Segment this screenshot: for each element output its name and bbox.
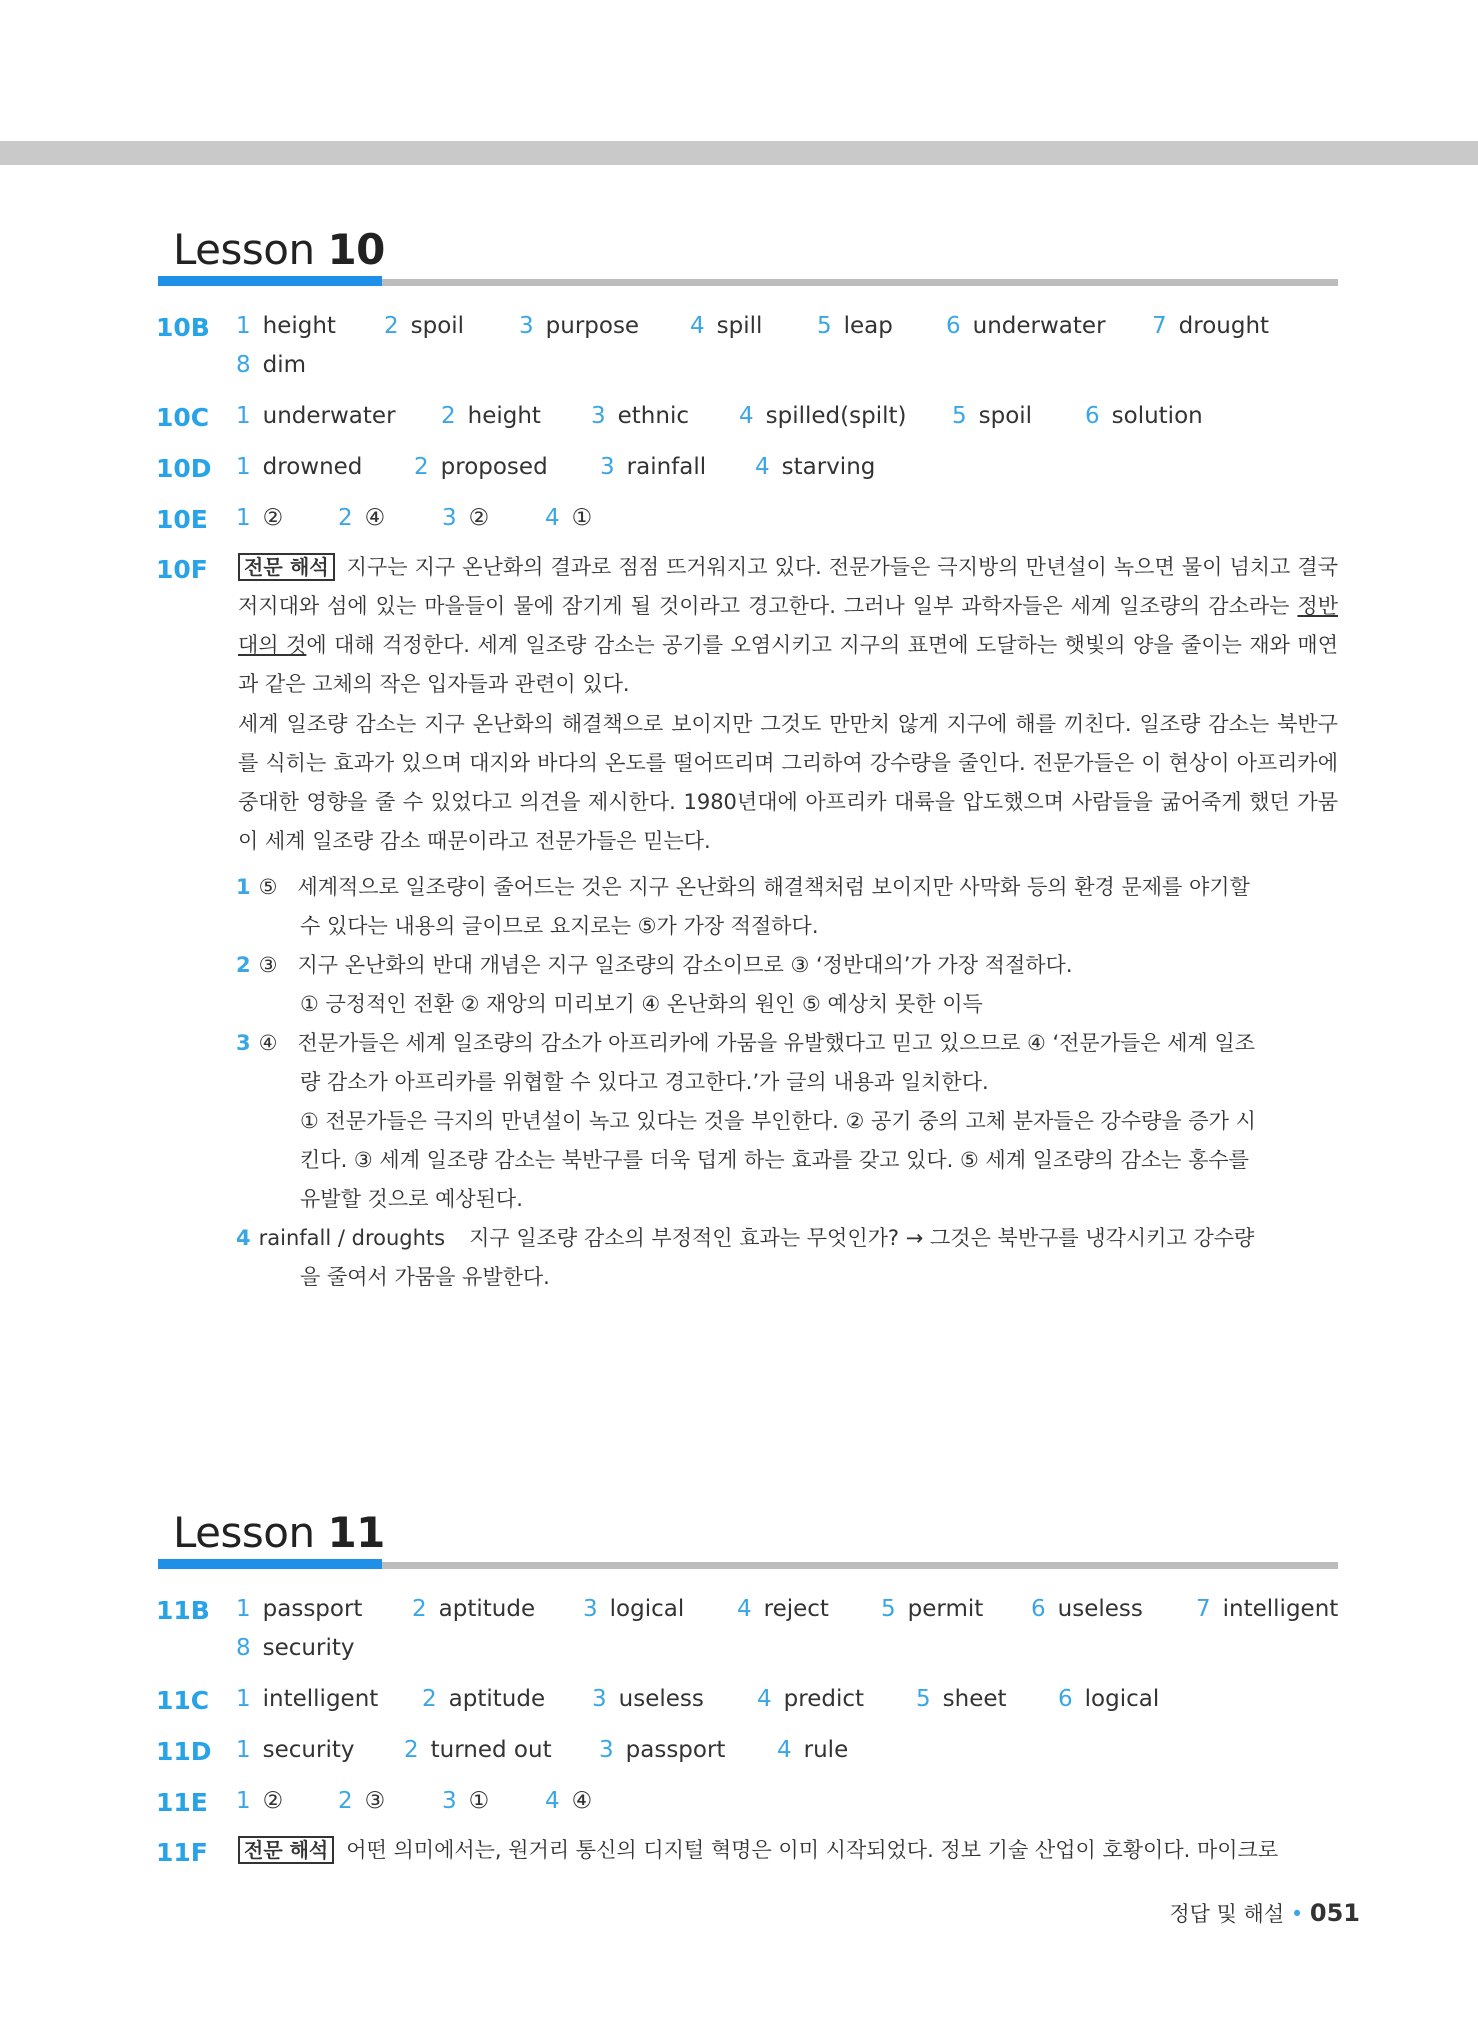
question-answer: 2 ③ 지구 온난화의 반대 개념은 지구 일조량의 감소이므로 ③ ‘정반대의’가 가장 적절하다. [236,953,1073,977]
answer-item: 4 spill [690,313,763,339]
explanation-line: 을 줄여서 가뭄을 유발한다. [300,1265,550,1289]
answer-item: 1 drowned [236,454,363,480]
explanation-line: 량 감소가 아프리카를 위협할 수 있다고 경고한다.’가 글의 내용과 일치한다. [300,1070,989,1094]
explanation-line: 킨다. ③ 세계 일조량 감소는 북반구를 더욱 덥게 하는 효과를 갖고 있다. ⑤ 세계 일조량의 감소는 홍수를 [300,1148,1249,1172]
translation-paragraph: 전문 해석 어떤 의미에서는, 원거리 통신의 디지털 혁명은 이미 시작되었다. 정보 기술 산업이 호황이다. 마이크로 [238,1831,1338,1870]
answer-item: 2 turned out [404,1737,552,1763]
lesson-word: Lesson [173,1508,315,1557]
answer-item: 2 proposed [414,454,548,480]
rule-line [382,1562,1338,1569]
answer-item: 8 security [236,1635,355,1661]
section-tag: 11E [156,1788,208,1817]
answer-item: 4 starving [755,454,876,480]
answer-item: 5 sheet [916,1686,1007,1712]
answer-item: 3 ① [442,1788,490,1814]
answer-item: 2 height [441,403,541,429]
section-tag: 10C [156,403,210,432]
section-tag: 11B [156,1596,210,1625]
question-answer: 4 rainfall / droughts 지구 일조량 감소의 부정적인 효과는 무엇인가? → 그것은 북반구를 냉각시키고 강수량 [236,1226,1255,1250]
footer-label: 정답 및 해설 [1169,1902,1285,1926]
translation-label: 전문 해석 [238,1836,334,1864]
answer-item: 2 ③ [338,1788,386,1814]
translation-paragraph: 세계 일조량 감소는 지구 온난화의 해결책으로 보이지만 그것도 만만치 않게 지구에 해를 끼친다. 일조량 감소는 북반구를 식히는 효과가 있으며 대지와 바다의 온도를 떨어뜨리며 그리하여 강수량을 줄인다. 전문가들은 이 현상이 아프리카에 중대한 영향을 줄 수 있었다고 의견을 제시한다. 1980년대에 아프리카 대륙을 압도했으며 사람들을 굶어죽게 했던 가뭄이 세계 일조량 감소 때문이라고 전문가들은 믿는다. [238,712,1338,853]
translation-paragraph: 전문 해석 지구는 지구 온난화의 결과로 점점 뜨거워지고 있다. 전문가들은 극지방의 만년설이 녹으면 물이 넘치고 결국 저지대와 섬에 있는 마을들이 물에 잠기게 될 것이라고 경고한다. 그러나 일부 과학자들은 세계 일조량의 감소라는 정반대의 것에 대해 걱정한다. 세계 일조량 감소는 공기를 오염시키고 지구의 표면에 도달하는 햇빛의 양을 줄이는 재와 매연과 같은 고체의 작은 입자들과 관련이 있다. [238,555,1338,696]
explanation-line: 유발할 것으로 예상된다. [300,1187,523,1211]
page-number: 051 [1309,1899,1360,1927]
lesson-10-title [173,225,385,274]
answer-item: 1 underwater [236,403,396,429]
rule-line [382,279,1338,286]
rule-accent [158,276,382,286]
section-tag: 10B [156,313,210,342]
rule-accent [158,1559,382,1569]
section-tag: 10F [156,555,208,584]
section-tag: 10E [156,505,208,534]
answer-item: 8 dim [236,352,307,378]
lesson-10-rule [158,276,1338,286]
answer-item: 2 aptitude [422,1686,546,1712]
answer-item: 1 security [236,1737,355,1763]
translation-label: 전문 해석 [238,553,335,581]
answer-item: 1 passport [236,1596,363,1622]
answer-item: 1 ② [236,1788,284,1814]
explanation-line: 수 있다는 내용의 글이므로 요지로는 ⑤가 가장 적절하다. [300,914,819,938]
lesson-11-rule [158,1559,1338,1569]
answer-item: 3 purpose [519,313,640,339]
header-bar [0,141,1478,165]
explanation-line: ① 긍정적인 전환 ② 재앙의 미리보기 ④ 온난화의 원인 ⑤ 예상치 못한 이득 [300,992,983,1016]
answer-item: 2 ④ [338,505,386,531]
section-tag: 11C [156,1686,210,1715]
answer-item: 4 spilled(spilt) [739,403,907,429]
answer-item: 5 leap [817,313,893,339]
footer-dot: • [1290,1902,1304,1926]
answer-item: 6 logical [1058,1686,1160,1712]
answer-item: 6 underwater [946,313,1106,339]
answer-item: 3 passport [599,1737,726,1763]
section-tag: 11D [156,1737,212,1766]
answer-item: 3 logical [583,1596,685,1622]
answer-item: 6 solution [1085,403,1203,429]
answer-item: 2 spoil [384,313,465,339]
answer-item: 4 reject [737,1596,829,1622]
answer-item: 3 rainfall [600,454,707,480]
answer-item: 5 permit [881,1596,984,1622]
lesson-word: Lesson [173,225,315,274]
answer-item: 4 predict [757,1686,864,1712]
answer-item: 1 ② [236,505,284,531]
answer-item: 4 ① [545,505,593,531]
lesson-number: 11 [327,1508,385,1557]
lesson-11-title [173,1508,385,1557]
question-answer: 3 ④ 전문가들은 세계 일조량의 감소가 아프리카에 가뭄을 유발했다고 믿고 있으므로 ④ ‘전문가들은 세계 일조 [236,1031,1256,1055]
answer-item: 3 useless [592,1686,704,1712]
answer-item: 5 spoil [952,403,1033,429]
answer-item: 2 aptitude [412,1596,536,1622]
answer-item: 1 height [236,313,336,339]
answer-item: 4 ④ [545,1788,593,1814]
explanation-line: ① 전문가들은 극지의 만년설이 녹고 있다는 것을 부인한다. ② 공기 중의 고체 분자들은 강수량을 증가 시 [300,1109,1256,1133]
section-tag: 11F [156,1838,208,1867]
answer-item: 4 rule [777,1737,849,1763]
lesson-number: 10 [327,225,385,274]
answer-item: 3 ② [442,505,490,531]
underlined-phrase: 정반대의 것 [238,594,1338,657]
section-tag: 10D [156,454,212,483]
answer-item: 6 useless [1031,1596,1143,1622]
question-answer: 1 ⑤ 세계적으로 일조량이 줄어드는 것은 지구 온난화의 해결책처럼 보이지만 사막화 등의 환경 문제를 야기할 [236,875,1250,899]
answer-item: 7 drought [1152,313,1270,339]
answer-item: 1 intelligent [236,1686,379,1712]
answer-item: 3 ethnic [591,403,689,429]
answer-item: 7 intelligent [1196,1596,1339,1622]
page-footer [1169,1898,1360,1928]
